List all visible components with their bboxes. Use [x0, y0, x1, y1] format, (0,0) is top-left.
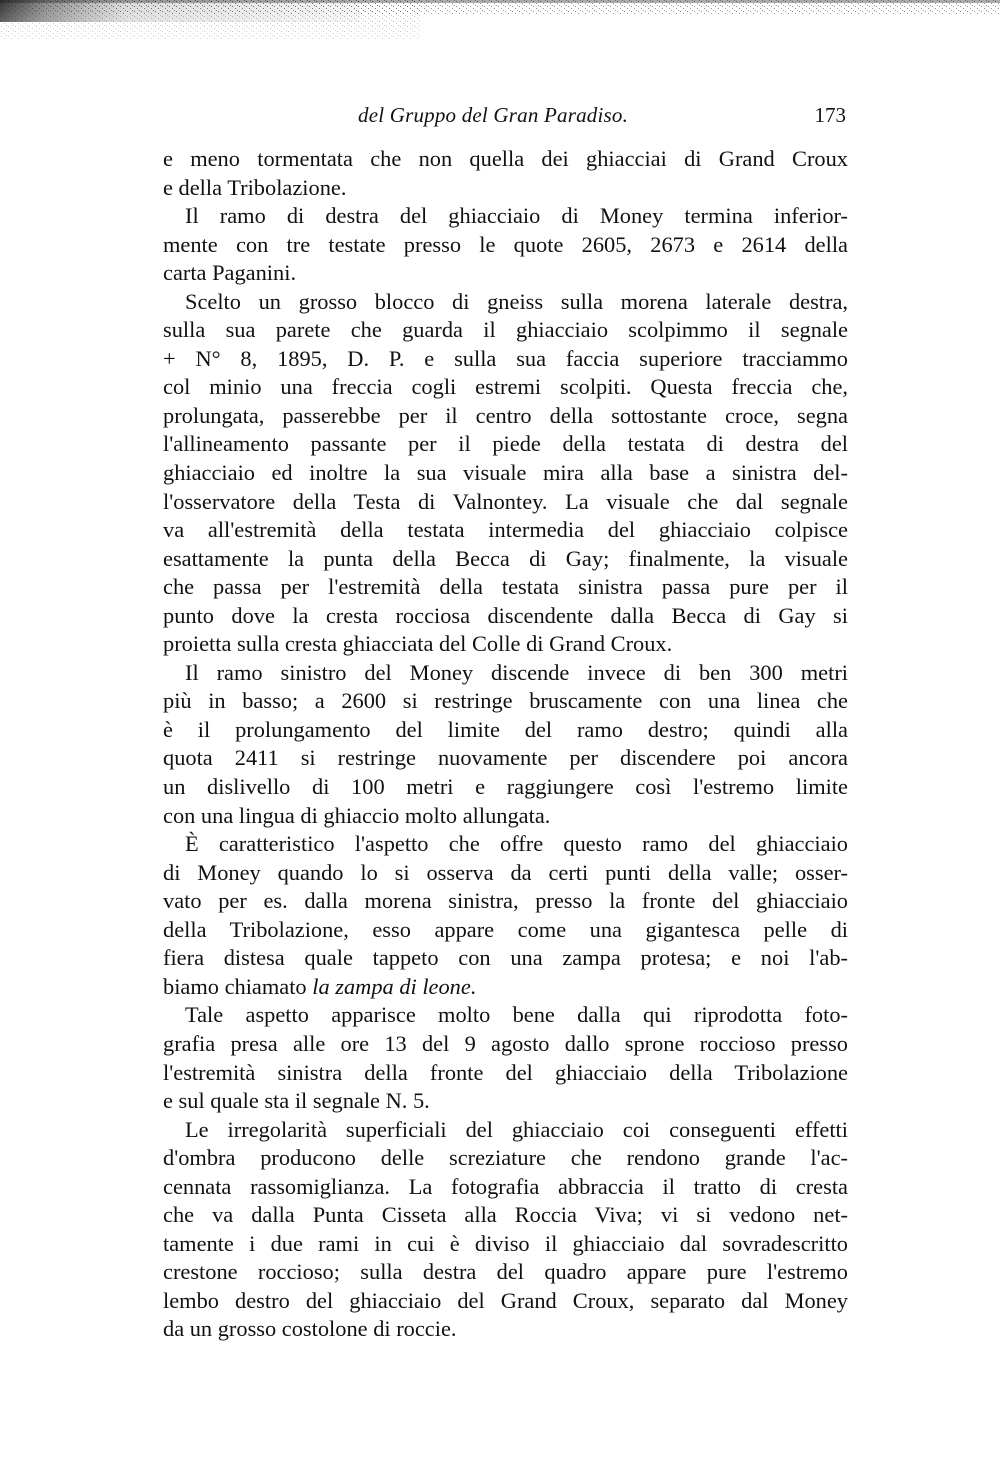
text-line: Le irregolarità superficiali del ghiacciaio coi conseguenti effetti	[185, 1116, 848, 1142]
text-line-prefix: biamo chiamato	[163, 973, 313, 999]
text-line: grafia presa alle ore 13 del 9 agosto dallo sprone roccioso presso	[163, 1030, 848, 1056]
text-line: d'ombra producono delle screziature che rendono grande l'ac-	[163, 1145, 848, 1171]
text-line: va all'estremità della testata intermedia del ghiacciaio colpisce	[163, 517, 848, 543]
text-line: e meno tormentata che non quella dei ghiacciai di Grand Croux	[163, 146, 848, 171]
text-line: da un grosso costolone di roccie.	[163, 1316, 457, 1342]
paragraph-1	[163, 145, 848, 202]
paragraph-2	[163, 202, 848, 288]
text-line: proietta sulla cresta ghiacciata del Colle di Grand Croux.	[163, 631, 673, 657]
text-line: carta Paganini.	[163, 260, 297, 286]
running-header	[160, 103, 850, 133]
text-line: e sul quale sta il segnale N. 5.	[163, 1088, 430, 1114]
text-line: con una lingua di ghiaccio molto allungata.	[163, 802, 551, 828]
paragraph-6	[163, 1001, 848, 1115]
text-line: Il ramo di destra del ghiacciaio di Money termina inferior-	[185, 203, 848, 229]
page-number: 173	[814, 103, 846, 127]
text-line: l'estremità sinistra della fronte del ghiacciaio della Tribolazione	[163, 1059, 848, 1085]
text-line: crestone roccioso; sulla destra del quadro appare pure l'estremo	[163, 1259, 848, 1285]
paragraph-3	[163, 288, 848, 659]
text-line: + N° 8, 1895, D. P. e sulla sua faccia superiore tracciammo	[163, 345, 848, 371]
paragraph-5	[163, 830, 848, 1001]
text-line: esattamente la punta della Becca di Gay; finalmente, la visuale	[163, 545, 848, 571]
text-line: tamente i due rami in cui è diviso il ghiacciaio dal sovradescritto	[163, 1230, 848, 1256]
text-line: è il prolungamento del limite del ramo destro; quindi alla	[163, 716, 848, 742]
text-line: e della Tribolazione.	[163, 174, 347, 200]
text-line	[163, 973, 848, 1002]
text-line: più in basso; a 2600 si restringe bruscamente con una linea che	[163, 688, 848, 714]
text-line: Il ramo sinistro del Money discende invece di ben 300 metri	[185, 659, 848, 685]
text-line: cennata rassomiglianza. La fotografia abbraccia il tratto di cresta	[163, 1173, 848, 1199]
text-line: di Money quando lo si osserva da certi punti della valle; osser-	[163, 859, 848, 885]
text-line: vato per es. dalla morena sinistra, presso la fronte del ghiacciaio	[163, 888, 848, 914]
text-line: che passa per l'estremità della testata sinistra passa pure per il	[163, 574, 848, 600]
text-line: ghiacciaio ed inoltre la sua visuale mira alla base a sinistra del-	[163, 460, 848, 486]
text-line: l'allineamento passante per il piede della testata di destra del	[163, 431, 848, 457]
text-line: della Tribolazione, esso appare come una gigantesca pelle di	[163, 916, 848, 942]
text-line: Tale aspetto apparisce molto bene dalla qui riprodotta foto-	[185, 1002, 848, 1028]
text-line: col minio una freccia cogli estremi scolpiti. Questa freccia che,	[163, 374, 848, 400]
text-line: punto dove la cresta rocciosa discendente dalla Becca di Gay si	[163, 602, 848, 628]
text-line: mente con tre testate presso le quote 2605, 2673 e 2614 della	[163, 231, 848, 257]
text-line: lembo destro del ghiacciaio del Grand Croux, separato dal Money	[163, 1287, 848, 1313]
italic-phrase: la zampa di leone.	[312, 973, 477, 999]
text-line: fiera distesa quale tappeto con una zampa protesa; e noi l'ab-	[163, 945, 848, 971]
text-line: È caratteristico l'aspetto che offre questo ramo del ghiacciaio	[185, 831, 848, 857]
paragraph-4	[163, 659, 848, 830]
text-line: Scelto un grosso blocco di gneiss sulla morena laterale destra,	[185, 288, 848, 314]
body-text	[163, 145, 848, 1344]
scan-artifact-top-edge	[0, 0, 1000, 60]
text-line: quota 2411 si restringe nuovamente per discendere poi ancora	[163, 745, 848, 771]
running-title: del Gruppo del Gran Paradiso.	[358, 103, 629, 127]
text-line: l'osservatore della Testa di Valnontey. La visuale che dal segnale	[163, 488, 848, 514]
text-line: un dislivello di 100 metri e raggiungere così l'estremo limite	[163, 774, 848, 800]
paragraph-7	[163, 1116, 848, 1344]
text-line: prolungata, passerebbe per il centro della sottostante croce, segna	[163, 402, 848, 428]
text-line: sulla sua parete che guarda il ghiacciaio scolpimmo il segnale	[163, 317, 848, 343]
text-line: che va dalla Punta Cisseta alla Roccia Viva; vi si vedono net-	[163, 1202, 848, 1228]
